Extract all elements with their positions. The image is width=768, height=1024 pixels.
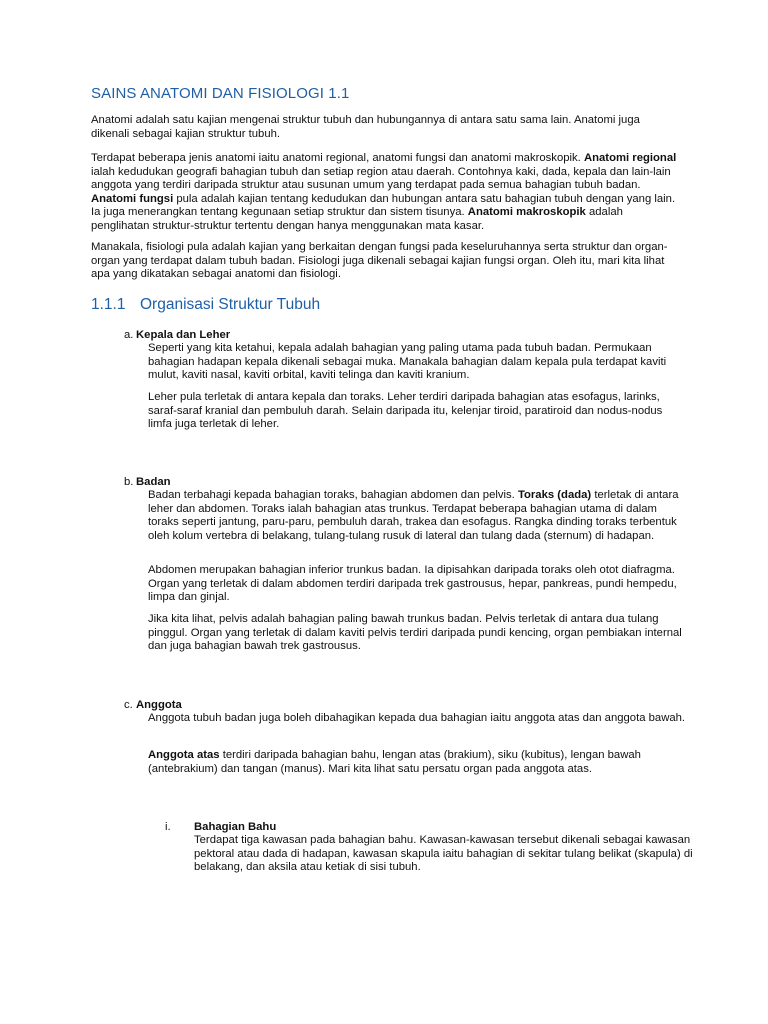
- term-anggota-atas: Anggota atas: [148, 749, 220, 761]
- intro-paragraph-anatomi: Anatomi adalah satu kajian mengenai struktur tubuh dan hubungannya di antara satu sama lain. Anatomi juga dikenali sebagai kajian struktur tubuh.: [91, 114, 640, 140]
- list-marker: c.: [124, 699, 133, 711]
- term-toraks: Toraks (dada): [517, 489, 592, 501]
- paragraph-anggota: Anggota tubuh badan juga boleh dibahagikan kepada dua bahagian iaitu anggota atas dan anggota bawah.: [148, 712, 686, 724]
- list-marker: i.: [165, 821, 171, 833]
- text-span: Badan terbahagi kepada bahagian toraks, bahagian abdomen dan pelvis.: [148, 489, 518, 501]
- paragraph-fisiologi: Manakala, fisiologi pula adalah kajian yang berkaitan dengan fungsi pada keseluruhannya serta struktur dan organ-organ yang terdapat dalam tubuh badan. Fisiologi juga dikenali sebagai kajian fungsi organ. Oleh itu, mari kita lihat apa yang dikatakan sebagai anatomi dan fisiologi.: [91, 241, 668, 281]
- item-title: Kepala dan Leher: [136, 329, 231, 341]
- term-anatomi-fungsi: Anatomi fungsi: [91, 192, 174, 205]
- paragraph-toraks: [148, 489, 688, 543]
- document-title: SAINS ANATOMI DAN FISIOLOGI 1.1: [91, 85, 350, 102]
- paragraph-jenis-anatomi: [91, 152, 681, 234]
- paragraph-pelvis: Jika kita lihat, pelvis adalah bahagian paling bawah trunkus badan. Pelvis terletak di antara dua tulang pinggul. Organ yang terletak di dalam kaviti pelvis terdiri daripada pundi kencing, organ pembiakan internal dan juga bahagian bawah trek gastrousus.: [148, 613, 682, 653]
- list-marker: a.: [124, 329, 134, 341]
- item-title: Bahagian Bahu: [194, 821, 277, 833]
- text-span: ialah kedudukan geografi bahagian tubuh dan setiap region atau daerah. Contohnya kaki, dada, kepala dan lain-lain anggota yang terdiri daripada struktur atau susunan umum yang terdapat pada semua bahagian tubuh badan.: [91, 165, 671, 192]
- item-heading-badan: [124, 476, 171, 490]
- section-heading: [91, 296, 320, 314]
- text-span: adalah penglihatan struktur-struktur tertentu dengan hanya menggunakan mata kasar.: [91, 206, 623, 232]
- list-marker: b.: [124, 476, 134, 488]
- text-span: pula adalah kajian tentang kedudukan dan hubungan antara satu bahagian tubuh dengan yang lain. Ia juga menerangkan tentang kegunaan setiap struktur dan sistem tisunya.: [91, 192, 676, 219]
- item-title: Badan: [136, 476, 171, 488]
- text-span: terletak di antara leher dan abdomen. Toraks ialah bahagian atas trunkus. Terdapat beberapa bahagian utama di dalam toraks seperti jantung, paru-paru, pembuluh darah, trakea dan esofagus. Rangka dinding toraks terbentuk oleh kolum vertebra di belakang, tulang-tulang rusuk di lateral dan tulang dada (sternum) di hadapan.: [148, 489, 679, 542]
- term-anatomi-regional: Anatomi regional: [583, 152, 677, 164]
- item-heading-anggota: [124, 699, 182, 713]
- text-span: Terdapat beberapa jenis anatomi iaitu anatomi regional, anatomi fungsi dan anatomi makroskopik.: [91, 152, 584, 164]
- paragraph-leher: Leher pula terletak di antara kepala dan toraks. Leher terdiri daripada bahagian atas esofagus, larinks, saraf-saraf kranial dan pembuluh darah. Selain daripada itu, kelenjar tiroid, paratiroid dan nodus-nodus limfa juga terletak di leher.: [148, 391, 663, 431]
- paragraph-kepala: Seperti yang kita ketahui, kepala adalah bahagian yang paling utama pada tubuh badan. Permukaan bahagian hadapan kepala dikenali sebagai muka. Manakala bahagian dalam kepala pula terdapat kaviti mulut, kaviti nasal, kaviti orbital, kaviti telinga dan kaviti kranium.: [148, 342, 667, 382]
- item-title: Anggota: [136, 699, 182, 711]
- section-number: 1.1.1: [91, 296, 126, 313]
- term-anatomi-makroskopik: Anatomi makroskopik: [467, 206, 586, 219]
- item-heading-kepala-leher: [124, 329, 230, 343]
- section-title: Organisasi Struktur Tubuh: [140, 296, 321, 313]
- paragraph-anggota-atas: [148, 749, 688, 776]
- paragraph-abdomen: Abdomen merupakan bahagian inferior trunkus badan. Ia dipisahkan daripada toraks oleh otot diafragma. Organ yang terletak di dalam abdomen terdiri daripada trek gastrousus, hepar, pankreas, pundi hempedu, limpa dan ginjal.: [148, 564, 677, 604]
- text-span: terdiri daripada bahagian bahu, lengan atas (brakium), siku (kubitus), lengan bawah (antebrakium) dan tangan (manus). Mari kita lihat satu persatu organ pada anggota atas.: [148, 749, 641, 775]
- item-heading-bahagian-bahu: [165, 821, 276, 835]
- paragraph-bahagian-bahu: Terdapat tiga kawasan pada bahagian bahu. Kawasan-kawasan tersebut dikenali sebagai kawasan pektoral atau dada di hadapan, kawasan skapula iaitu bahagian di sekitar tulang belikat (skapula) di belakang, dan aksila atau ketiak di sisi tubuh.: [194, 834, 693, 874]
